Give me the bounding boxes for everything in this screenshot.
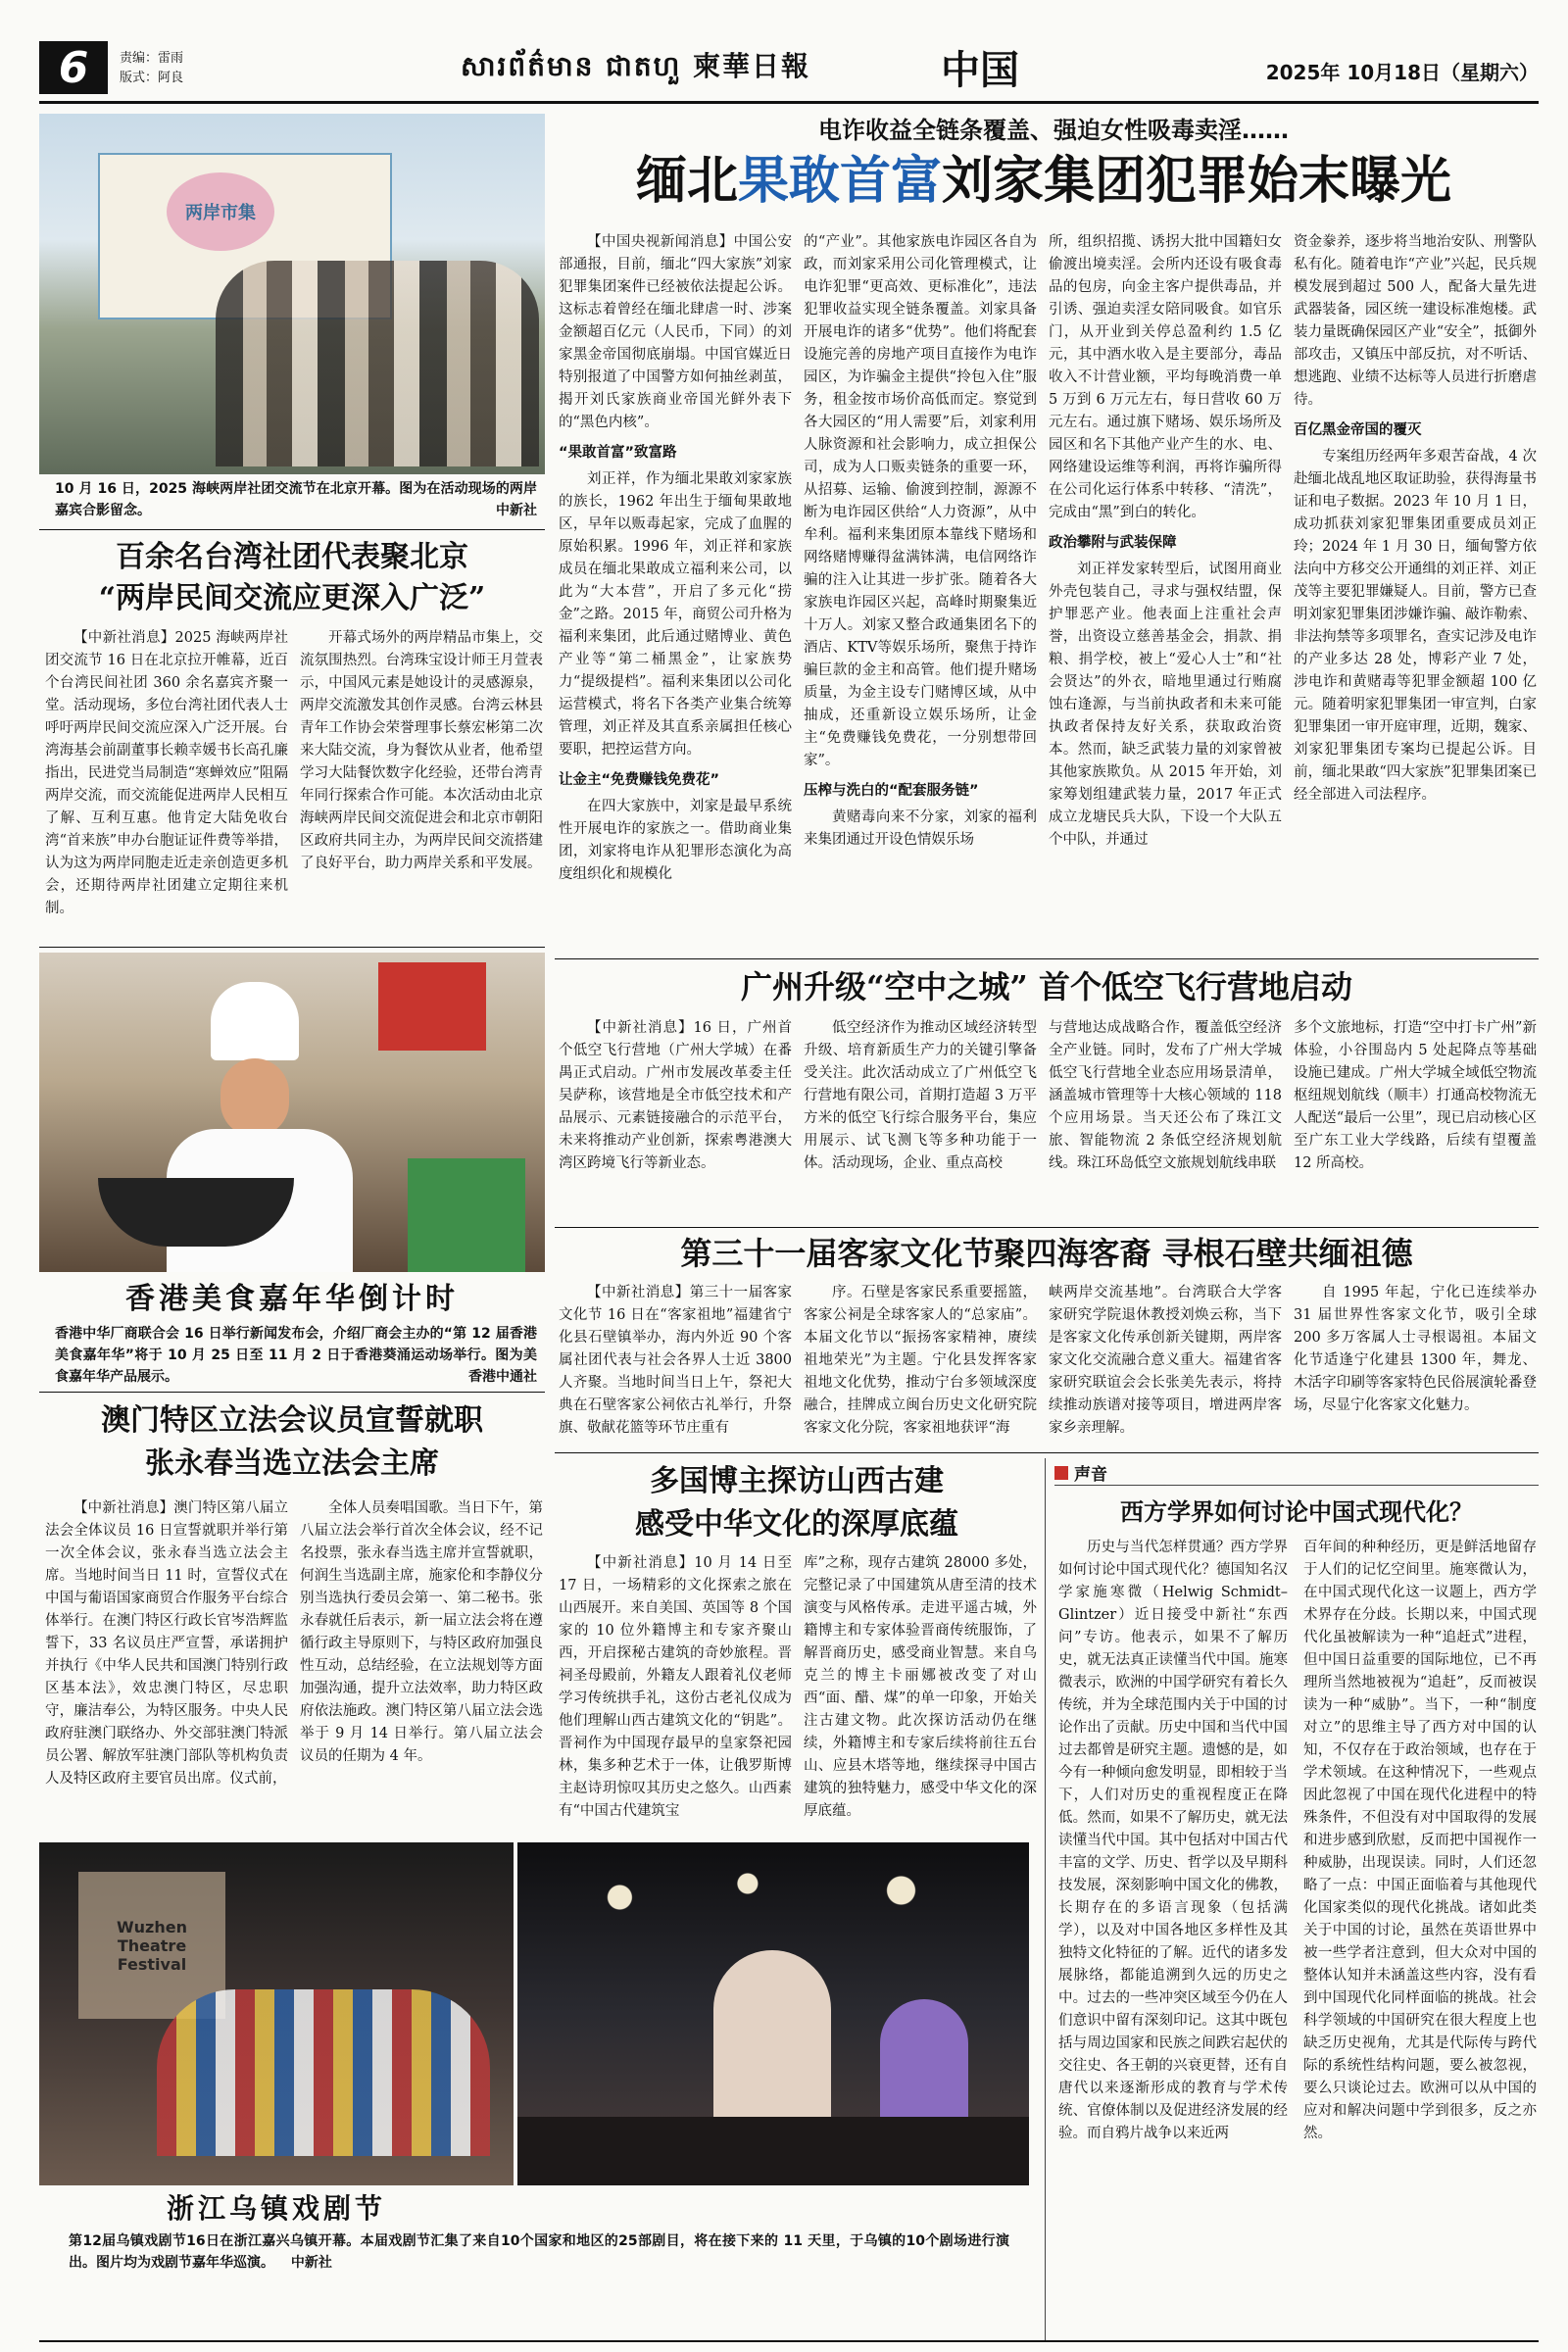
myanmar-headline: [549, 149, 1539, 214]
guangzhou-column-3: [1049, 1017, 1282, 1223]
myanmar-headline-post: 刘家集团犯罪始末曝光: [942, 152, 1452, 211]
editor-line: 责编：雷雨: [120, 51, 184, 66]
myanmar-body-4: 资金豢养，逐步将当地治安队、刑警队私有化。随着电诈“产业”兴起，民兵规模发展到超过 500 人，配备大量先进武器装备，园区统一建设标准炮楼。武装力量既确保园区产业“安全”，抵御外部攻击，又镇压中部反抗，对不听话、想逃跑、业绩不达标等人员进行折磨虐待。: [1294, 234, 1537, 408]
myanmar-column-2: [804, 231, 1037, 951]
myanmar-subhead-1: “果敢首富”致富路: [559, 445, 677, 461]
myanmar-subhead-3: 压榨与洗白的“配套服务链”: [804, 783, 979, 799]
guangzhou-text-3: 与营地达成战略合作，覆盖低空经济全产业链。同时，发布了广州大学城低空飞行营地全业态应用场景清单，涵盖城市管理等十大核心领域的 118 个应用场景。当天还公布了珠江文旅、智能物流 2 条低空经济规划航线。珠江环岛低空文旅规划航线串联: [1049, 1020, 1282, 1171]
guangzhou-column-2: [804, 1017, 1037, 1223]
myanmar-column-4: [1294, 231, 1537, 951]
macau-headline-line2: 张永春当选立法会主席: [145, 1446, 439, 1481]
divider: [555, 1452, 1539, 1453]
guest-group: [216, 261, 539, 466]
hakka-text-3: 峡两岸交流基地”。台湾联合大学客家研究学院退休教授刘焕云称，当下是客家文化传承创新关键期，两岸客家文化交流融合意义重大。福建省客家研究联谊会会长张美先表示，将持续推动族谱对接等项目，增进两岸客家乡亲理解。: [1049, 1285, 1282, 1436]
hakka-column-1: [559, 1282, 792, 1448]
photo1-credit: 中新社: [496, 503, 537, 518]
masthead: [39, 35, 1539, 104]
macau-headline: [39, 1399, 545, 1486]
hakka-headline: 第三十一届客家文化节聚四海客裔 寻根石壁共缅祖德: [680, 1235, 1413, 1272]
macau-column-1: [45, 1497, 288, 1835]
editor-credits: [120, 49, 183, 88]
guangzhou-headline: 广州升级“空中之城” 首个低空飞行营地启动: [741, 968, 1352, 1005]
hakka-text-4: 自 1995 年起，宁化已连续举办 31 届世界性客家文化节，吸引全球 200 多万客属人士寻根谒祖。本届文化节适逢宁化建县 1300 年，舞龙、木活字印刷等客家特色民俗展演轮番登场，尽显宁化客家文化魅力。: [1294, 1285, 1537, 1413]
opinion-text-2: 百年间的种种经历，更是鲜活地留存于人们的记忆空间里。施寒微认为，在中国式现代化这一议题上，西方学术界存在分歧。长期以来，中国式现代化虽被解读为一种“追赶式”进程，但中国日益重要的国际地位，已不再理所当然地被视为“追赶”，反而被误读为一种“威胁”。当下，一种“制度对立”的思维主导了西方对中国的认知，不仅存在于政治领域，也存在于学术领域。在这种情况下，一些观点因此忽视了中国在现代化进程中的特殊条件，不但没有对中国取得的发展和进步感到欣慰，反而把中国视作一种威胁，出现误读。同时，人们还忽略了一点：中国正面临着与其他现代化国家类似的现代化挑战。诸如此类关于中国的讨论，虽然在英语世界中被一些学者注意到，但大众对中国的整体认知并未涵盖这些内容，没有看到中国现代化同样面临的挑战。社会科学领域的中国研究在很大程度上也缺乏历史视角，尤其是代际传与跨代际的系统性结构问题，要么被忽视，要么只谈论过去。欧洲可以从中国的应对和解决问题中学到很多，反之亦然。: [1303, 1540, 1537, 2141]
guangzhou-text-4: 多个文旅地标，打造“空中打卡广州”新体验，小谷围岛内 5 处起降点等基础设施已建成。广州大学城全域低空物流枢纽规划航线（顺丰）打通高校物流无人配送“最后一公里”，现已启动核心区至广东工业大学线路，后续有望覆盖 12 所高校。: [1294, 1020, 1537, 1171]
macau-text-1: 【中新社消息】澳门特区第八届立法会全体议员 16 日宣誓就职并举行第一次全体会议，张永春当选立法会主席。当地时间当日 11 时，宣誓仪式在中国与葡语国家商贸合作服务平台综合体举行。在澳门特区行政长官岑浩辉监誓下，33 名议员庄严宣誓，承诺拥护并执行《中华人民共和国澳门特别行政区基本法》，效忠澳门特区，尽忠职守，廉洁奉公，为特区服务。中央人民政府驻澳门联络办、外交部驻澳门特派员公署、解放军驻澳门部队等机构负责人及特区政府主要官员出席。仪式前，: [45, 1500, 288, 1787]
photo-hong-kong-food-fair: [39, 953, 545, 1272]
photo3-caption: [69, 2230, 1009, 2274]
chef-face: [220, 1058, 289, 1137]
audience: [517, 2117, 1029, 2185]
shanxi-column-2: [804, 1552, 1037, 1837]
opinion-headline: 西方学界如何讨论中国式现代化？: [1120, 1497, 1473, 1526]
myanmar-headline-highlight: 果敢首富: [737, 152, 942, 211]
myanmar-column-1: [559, 231, 792, 951]
opinion-column-2: [1303, 1537, 1537, 2340]
guangzhou-text-1: 【中新社消息】16 日，广州首个低空飞行营地（广州大学城）在番禺正式启动。广州市发展改革委主任吴萨称，该营地是全市低空技术和产品展示、元素链接融合的示范平台，未来将推动产业创新，探索粤港澳大湾区跨境飞行等新业态。: [559, 1020, 792, 1171]
divider: [39, 947, 545, 948]
hakka-column-3: [1049, 1282, 1282, 1448]
photo3-credit: 中新社: [290, 2255, 332, 2271]
photo1-caption: [55, 478, 537, 521]
myanmar-subhead-4: 政治攀附与武装保障: [1049, 535, 1177, 551]
myanmar-headline-pre: 缅北: [635, 152, 738, 211]
divider: [555, 958, 1539, 959]
taiwan-column-1: [45, 627, 288, 941]
bottom-rule: [39, 2340, 1539, 2342]
myanmar-body-2b: 黄赌毒向来不分家，刘家的福利来集团通过开设色情娱乐场: [804, 809, 1037, 848]
booth-sign: [167, 172, 274, 251]
taiwan-column-2: [300, 627, 543, 941]
myanmar-body-1: 刘正祥，作为缅北果敢刘家家族的族长，1962 年出生于缅甸果敢地区，早年以贩毒起家，完成了血腥的原始积累。1996 年，刘正祥和家族成员在缅北果敢成立福利来公司，以此为“大本营”，开启了多元化“捞金”之路。2015 年，商贸公司升格为福利来集团，此后通过赌博业、黄色产业等“第二桶黑金”，让家族势力“提级提档”。福利来集团以公司化运营模式，将名下各类产业集合统筹管理，刘正祥及其直系亲属担任核心要职，把控运营方向。: [559, 471, 792, 758]
myanmar-subhead-2: 让金主“免费赚钱免费花”: [559, 772, 720, 788]
divider: [39, 529, 545, 530]
product-poster: [408, 1158, 525, 1272]
hakka-text-2: 序。石壁是客家民系重要摇篮，客家公祠是全球客家人的“总家庙”。本届文化节以“振扬客家精神，赓续祖地荣光”为主题。宁化县发挥客家祖地文化优势，推动宁台多领域深度融合，挂牌成立闽台历史文化研究院客家文化分院，客家祖地获评“海: [804, 1285, 1037, 1436]
hakka-column-2: [804, 1282, 1037, 1448]
shanxi-headline-line1: 多国博主探访山西古建: [650, 1464, 944, 1498]
taiwan-headline: [39, 537, 545, 619]
myanmar-body-1b: 在四大家族中，刘家是最早系统性开展电诈的家族之一。借助商业集团，刘家将电诈从犯罪形态演化为高度组织化和规模化: [559, 799, 792, 882]
hakka-text-1: 【中新社消息】第三十一届客家文化节 16 日在“客家祖地”福建省宁化县石壁镇举办，海内外近 90 个客属社团代表与社会各界人士近 3800 人齐聚。当地时间当日上午，祭祀大典在石壁客家公祠依古礼举行，升祭旗、敬献花篮等环节庄重有: [559, 1285, 792, 1436]
myanmar-body-2: 的“产业”。其他家族电诈园区各自为政，而刘家采用公司化管理模式，让电诈犯罪“更高效、更标准化”，违法犯罪收益实现全链条覆盖。刘家具备开展电诈的诸多“优势”。他们将配套设施完善的房地产项目直接作为电诈园区，为诈骗金主提供“拎包入住”服务，租金按市场价高低而定。察觉到各大园区的“用人需要”后，刘家利用人脉资源和社会影响力，成立担保公司，成为人口贩卖链条的重要一环，从招募、运输、偷渡到控制，源源不断为电诈园区供给“人力资源”，从中牟利。福利来集团原本靠线下赌场和网络赌博赚得盆满钵满，电信网络诈骗的注入让其进一步扩张。随着各大家族电诈园区兴起，高峰时期聚集近十万人。刘家又整合政通集团名下的酒店、KTV等娱乐场所，聚焦于持诈骗巨款的金主和高管。他们提升赌场质量，为金主设专门赌博区域，从中抽成，还重新设立娱乐场所，让金主“免费赚钱免费花，一分别想带回家”。: [804, 234, 1037, 768]
festival-logo-text: Wuzhen Theatre Festival: [117, 1917, 187, 1974]
taiwan-headline-line1: 百余名台湾社团代表聚北京: [116, 540, 468, 574]
photo1-caption-text: 10 月 16 日，2025 海峡两岸社团交流节在北京开幕。图为在活动现场的两岸嘉宾合影留念。: [55, 481, 537, 518]
photo2-caption-text: 香港中华厂商联合会 16 日举行新闻发布会，介绍厂商会主办的“第 12 届香港美食嘉年华”将于 10 月 25 日至 11 月 2 日于香港葵涌运动场举行。图为美食嘉年华产品展示。: [55, 1326, 537, 1385]
page-number: 6: [39, 41, 108, 94]
hakka-column-4: [1294, 1282, 1537, 1448]
myanmar-subhead-5: 百亿黑金帝国的覆灭: [1294, 422, 1422, 438]
photo-cross-strait-exhibition: [39, 114, 545, 474]
shanxi-text-1: 【中新社消息】10 月 14 日至 17 日，一场精彩的文化探索之旅在山西展开。来自美国、英国等 8 个国家的 10 位外籍博主和专家齐聚山西，开启探秘古建筑的奇妙旅程。晋祠圣母殿前，外籍友人跟着礼仪老师学习传统拱手礼，这份古老礼仪成为他们理解山西古建筑文化的“钥匙”。晋祠作为中国现存最早的皇家祭祀园林，集多种艺术于一体，让俄罗斯博主赵诗玥惊叹其历史之悠久。山西素有“中国古代建筑宝: [559, 1555, 792, 1819]
taiwan-headline-line2: “两岸民间交流应更深入广泛”: [98, 581, 486, 615]
myanmar-lead: 【中国央视新闻消息】中国公安部通报，目前，缅北“四大家族”刘家犯罪集团案件已经被依法提起公诉。这标志着曾经在缅北肆虐一时、涉案金额超百亿元（人民币，下同）的刘家黑金帝国彻底崩塌。中国官媒近日特别报道了中国警方如何抽丝剥茧，揭开刘氏家族商业帝国光鲜外表下的“黑色内核”。: [559, 234, 792, 430]
divider: [39, 1392, 545, 1393]
shanxi-headline: [555, 1460, 1039, 1546]
newspaper-name: សារព័ត៌មាន ជាតហួ 柬華日報: [461, 50, 811, 82]
myanmar-kicker: 电诈收益全链条覆盖、强迫女性吸毒卖淫……: [818, 117, 1289, 144]
myanmar-body-3b: 刘正祥发家转型后，试图用商业外壳包装自己，寻求与强权结盟，保护罪恶产业。他表面上注重社会声誉，出资设立慈善基金会，捐款、捐粮、捐学校，被上“爱心人士”和“社会贤达”的外衣，暗地里通过行贿腐蚀右逢源，与当前执政者和未来可能执政者保持友好关系，获取政治资本。然而，缺乏武装力量的刘家曾被其他家族欺负。从 2015 年开始，刘家筹划组建武装力量，2017 年正式成立龙塘民兵大队，下设一个大队五个中队，并通过: [1049, 562, 1282, 848]
macau-text-2: 全体人员奏唱国歌。当日下午，第八届立法会举行首次全体会议，经不记名投票，张永春当选主席并宣誓就职，何润生当选副主席，施家伦和李静仪分别当选执行委员会第一、第二秘书。张永春就任后表示，新一届立法会将在遵循行政主导原则下，与特区政府加强良性互动，总结经验，在立法规划等方面加强沟通，提升立法效率，助力特区政府依法施政。澳门特区第八届立法会选举于 9 月 14 日举行。第八届立法会议员的任期为 4 年。: [300, 1500, 543, 1764]
guangzhou-text-2: 低空经济作为推动区域经济转型升级、培育新质生产力的关键引擎备受关注。此次活动成立了广州低空飞行营地有限公司，首期打造超 3 万平方米的低空飞行综合服务平台，集应用展示、试飞测飞等多种功能于一体。活动现场，企业、重点高校: [804, 1020, 1037, 1171]
myanmar-body-4b: 专案组历经两年多艰苦奋战，4 次赴缅北战乱地区取证助验，获得海量书证和电子数据。2023 年 10 月 1 日，成功抓获刘家犯罪集团重要成员刘正玲；2024 年 1 月 30 日，缅甸警方依法向中方移交公开通缉的刘正祥、刘正茂等主要犯罪嫌疑人。目前，警方已查明刘家犯罪集团涉嫌诈骗、敲诈勒索、非法拘禁等多项罪名，查实记涉及电诈的产业多达 28 处，博彩产业 7 处，涉电诈和黄赌毒等犯罪金额超 100 亿元。随着明家犯罪集团一审宣判，白家犯罪集团一审开庭审理，近期，魏家、刘家犯罪集团专案均已提起公诉。目前，缅北果敢“四大家族”犯罪集团案已经全部进入司法程序。: [1294, 449, 1537, 803]
myanmar-column-3: [1049, 231, 1282, 951]
opinion-marker-icon: [1054, 1466, 1068, 1480]
divider: [555, 1227, 1539, 1228]
shanxi-text-2: 库”之称，现存古建筑 28000 多处，完整记录了中国建筑从唐至清的技术演变与风格传承。走进平遥古城，外籍博主和专家体验晋商传统服饰，了解晋商历史，感受商业智慧。来自乌克兰的博主卡丽娜被改变了对山西“面、醋、煤”的单一印象，开始关注古建文物。此次探访活动仍在继续，外籍博主和专家后续将前往五台山、应县木塔等地，继续探寻中国古建筑的独特魅力，感受中华文化的深厚底蕴。: [804, 1555, 1037, 1819]
photo2-caption: [55, 1323, 537, 1388]
macau-headline-line1: 澳门特区立法会议员宣誓就职: [101, 1403, 483, 1438]
chef-hat: [211, 982, 299, 1060]
photo2-credit: 香港中通社: [468, 1369, 537, 1385]
opinion-label-text: 声音: [1074, 1465, 1107, 1485]
shanxi-column-1: [559, 1552, 792, 1837]
taiwan-text-1: 【中新社消息】2025 海峡两岸社团交流节 16 日在北京拉开帷幕，近百个台湾民间社团 360 余名嘉宾齐聚一堂。活动现场，多位台湾社团代表人士呼吁两岸民间交流应深入广泛开展。台湾海基会前副董事长赖幸媛书长高孔廉指出，民进党当局制造“寒蝉效应”阻隔两岸交流，而交流能促进两岸人民相互了解、互利互惠。他肯定大陆免收台湾“首来族”申办台胞证证件费等举措，认为这为两岸同胞走近走亲创造更多机会，还期待两岸社团建立定期往来机制。: [45, 630, 288, 916]
layout-line: 版式：阿良: [120, 71, 184, 85]
background-flag: [378, 962, 486, 1051]
myanmar-body-3: 所，组织招揽、诱拐大批中国籍妇女偷渡出境卖淫。会所内还设有吸食毒品的包房，向金主客户提供毒品，并引诱、强迫卖淫女陪同吸食。如官乐门，从开业到关停总盈利约 1.5 亿元，其中酒水收入是主要部分，毒品收入不计营业额，平均每晚消费一单 5 万到 6 万元左右，每日营收 60 万元左右。通过旗下赌场、娱乐场所及园区和名下其他产业产生的水、电、网络建设运维等利润，再将诈骗所得在公司化运行体系中转移、“清洗”，完成由“黑”到白的转化。: [1049, 234, 1282, 520]
shanxi-headline-line2: 感受中华文化的深厚底蕴: [635, 1507, 958, 1542]
photo-wuzhen-parade-2: [517, 1842, 1029, 2185]
issue-date: 2025年 10月18日（星期六）: [1265, 61, 1539, 84]
opinion-column-1: [1058, 1537, 1288, 2340]
booth-sign-text: 两岸市集: [185, 203, 256, 223]
guangzhou-column-4: [1294, 1017, 1537, 1223]
photo3-caption-text: 第12届乌镇戏剧节16日在浙江嘉兴乌镇开幕。本届戏剧节汇集了来自10个国家和地区的25部剧目，将在接下来的 11 天里，于乌镇的10个剧场进行演出。图片均为戏剧节嘉年华巡演。: [69, 2233, 1009, 2271]
guangzhou-column-1: [559, 1017, 792, 1223]
divider: [1045, 1458, 1046, 2340]
opinion-label: [1054, 1460, 1539, 1486]
section-title: 中国: [941, 48, 1019, 93]
food-fair-headline: 香港美食嘉年华倒计时: [125, 1282, 459, 1316]
macau-column-2: [300, 1497, 543, 1835]
wuzhen-headline: 浙江乌镇戏剧节: [166, 2192, 386, 2225]
opinion-text-1: 历史与当代怎样贯通？西方学界如何讨论中国式现代化？德国知名汉学家施寒微（Helwig Schmidt–Glintzer）近日接受中新社“东西问”专访。他表示，如果不了解历史，就无法真正读懂当代中国。施寒微表示，欧洲的中国学研究有着长久传统，并为全球范围内关于中国的讨论作出了贡献。历史中国和当代中国过去都曾是研究主题。遗憾的是，如今有一种倾向愈发明显，即相较于当下，人们对历史的重视程度正在降低。然而，如果不了解历史，就无法读懂当代中国。其中包括对中国古代丰富的文学、历史、哲学以及早期科技发展，深刻影响中国文化的佛教，长期存在的多语言现象（包括满学），以及对中国各地区多样性及其独特文化特征的了解。近代的诸多发展脉络，都能追溯到久远的历史之中。过去的一些冲突区域至今仍在人们意识中留有深刻印记。这其中既包括与周边国家和民族之间跌宕起伏的交往史、各王朝的兴衰更替，还有自唐代以来逐渐形成的教育与学术传统、官僚体制以及促进经济发展的经验。而自鸦片战争以来近两: [1058, 1540, 1288, 2141]
taiwan-text-2: 开幕式场外的两岸精品市集上，交流氛围热烈。台湾珠宝设计师王月萱表示，中国风元素是她设计的灵感源泉，两岸交流激发其创作灵感。台湾云林县青年工作协会荣誉理事长蔡宏彬第二次来大陆交流，身为餐饮从业者，他希望学习大陆餐饮数字化经验，还带台湾青年同行探索合作可能。本次活动由北京海峡两岸民间交流促进会和北京市朝阳区政府共同主办，为两岸民间交流搭建了良好平台，助力两岸关系和平发展。: [300, 630, 543, 871]
parade-performers: [157, 1989, 490, 2156]
photo-wuzhen-parade-1: [39, 1842, 514, 2185]
